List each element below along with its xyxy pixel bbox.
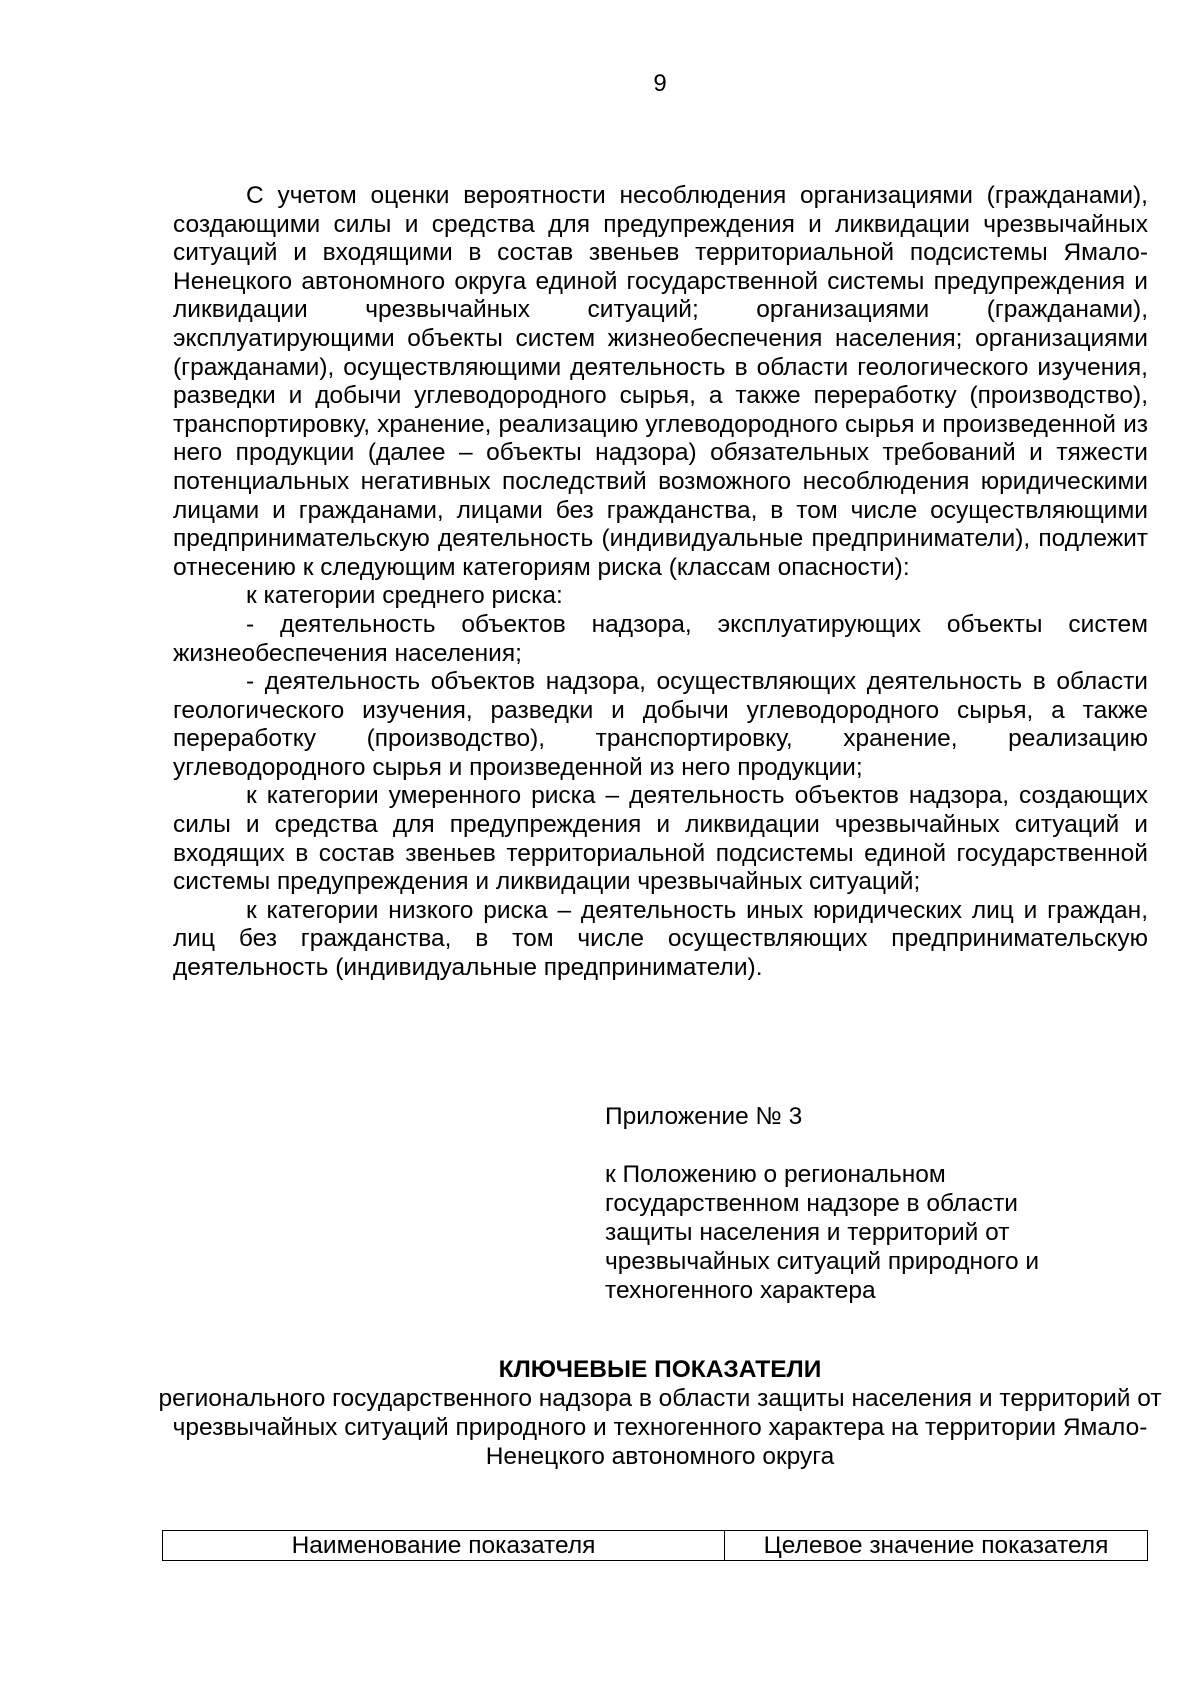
paragraph-medium-risk-item-2: - деятельность объектов надзора, осуществляющих деятельность в области геологического изучения, разведки и добычи углеводородного сырья, а также переработку (производство), транспортировку, хранение, реализацию углеводородного сырья и произведенной из него продукции; bbox=[173, 668, 1148, 781]
appendix-reference: к Положению о региональном государственном надзоре в области защиты населения и территорий от чрезвычайных ситуаций природного и техногенного характера bbox=[605, 1161, 1040, 1304]
paragraph-intro: С учетом оценки вероятности несоблюдения организациями (гражданами), создающими силы и средства для предупреждения и ликвидации чрезвычайных ситуаций и входящими в состав звеньев территориальной подсистемы Ямало-Ненецкого автономного округа единой государственной системы предупреждения и ликвидации чрезвычайных ситуаций; организациями (гражданами), эксплуатирующими объекты систем жизнеобеспечения населения; организациями (гражданами), осуществляющими деятельность в области геологического изучения, разведки и добычи углеводородного сырья, а также переработку (производство), транспортировку, хранение, реализацию углеводородного сырья и произведенной из него продукции (далее – объекты надзора) обязательных требований и тяжести потенциальных негативных последствий возможного несоблюдения юридическими лицами и гражданами, лицами без гражданства, в том числе осуществляющими предпринимательскую деятельность (индивидуальные предприниматели), подлежит отнесению к следующим категориям риска (классам опасности): bbox=[173, 182, 1148, 581]
section-title: КЛЮЧЕВЫЕ ПОКАЗАТЕЛИ bbox=[498, 1356, 822, 1383]
body-text bbox=[173, 182, 1148, 983]
section-heading bbox=[140, 1355, 1180, 1471]
paragraph-medium-risk-item-1: - деятельность объектов надзора, эксплуатирующих объекты систем жизнеобеспечения населения; bbox=[173, 610, 1148, 667]
key-indicators-table bbox=[162, 1530, 1148, 1561]
paragraph-low-risk: к категории низкого риска – деятельность иных юридических лиц и граждан, лиц без гражданства, в том числе осуществляющих предпринимательскую деятельность (индивидуальные предприниматели). bbox=[173, 896, 1148, 982]
paragraph-medium-risk-heading: к категории среднего риска: bbox=[246, 582, 563, 610]
table-header-indicator-name: Наименование показателя bbox=[163, 1531, 725, 1561]
paragraph-moderate-risk: к категории умеренного риска – деятельность объектов надзора, создающих силы и средства для предупреждения и ликвидации чрезвычайных ситуаций и входящих в состав звеньев территориальной подсистемы единой государственной системы предупреждения и ликвидации чрезвычайных ситуаций; bbox=[173, 782, 1148, 896]
appendix-number: Приложение № 3 bbox=[605, 1103, 803, 1130]
section-subtitle: регионального государственного надзора в области защиты населения и территорий от чрезвычайных ситуаций природного и техногенного характера на территории Ямало-Ненецкого автономного округа bbox=[158, 1385, 1162, 1470]
table-header-row bbox=[163, 1531, 1148, 1561]
page-number: 9 bbox=[653, 70, 667, 97]
table-header-target-value: Целевое значение показателя bbox=[725, 1531, 1148, 1561]
